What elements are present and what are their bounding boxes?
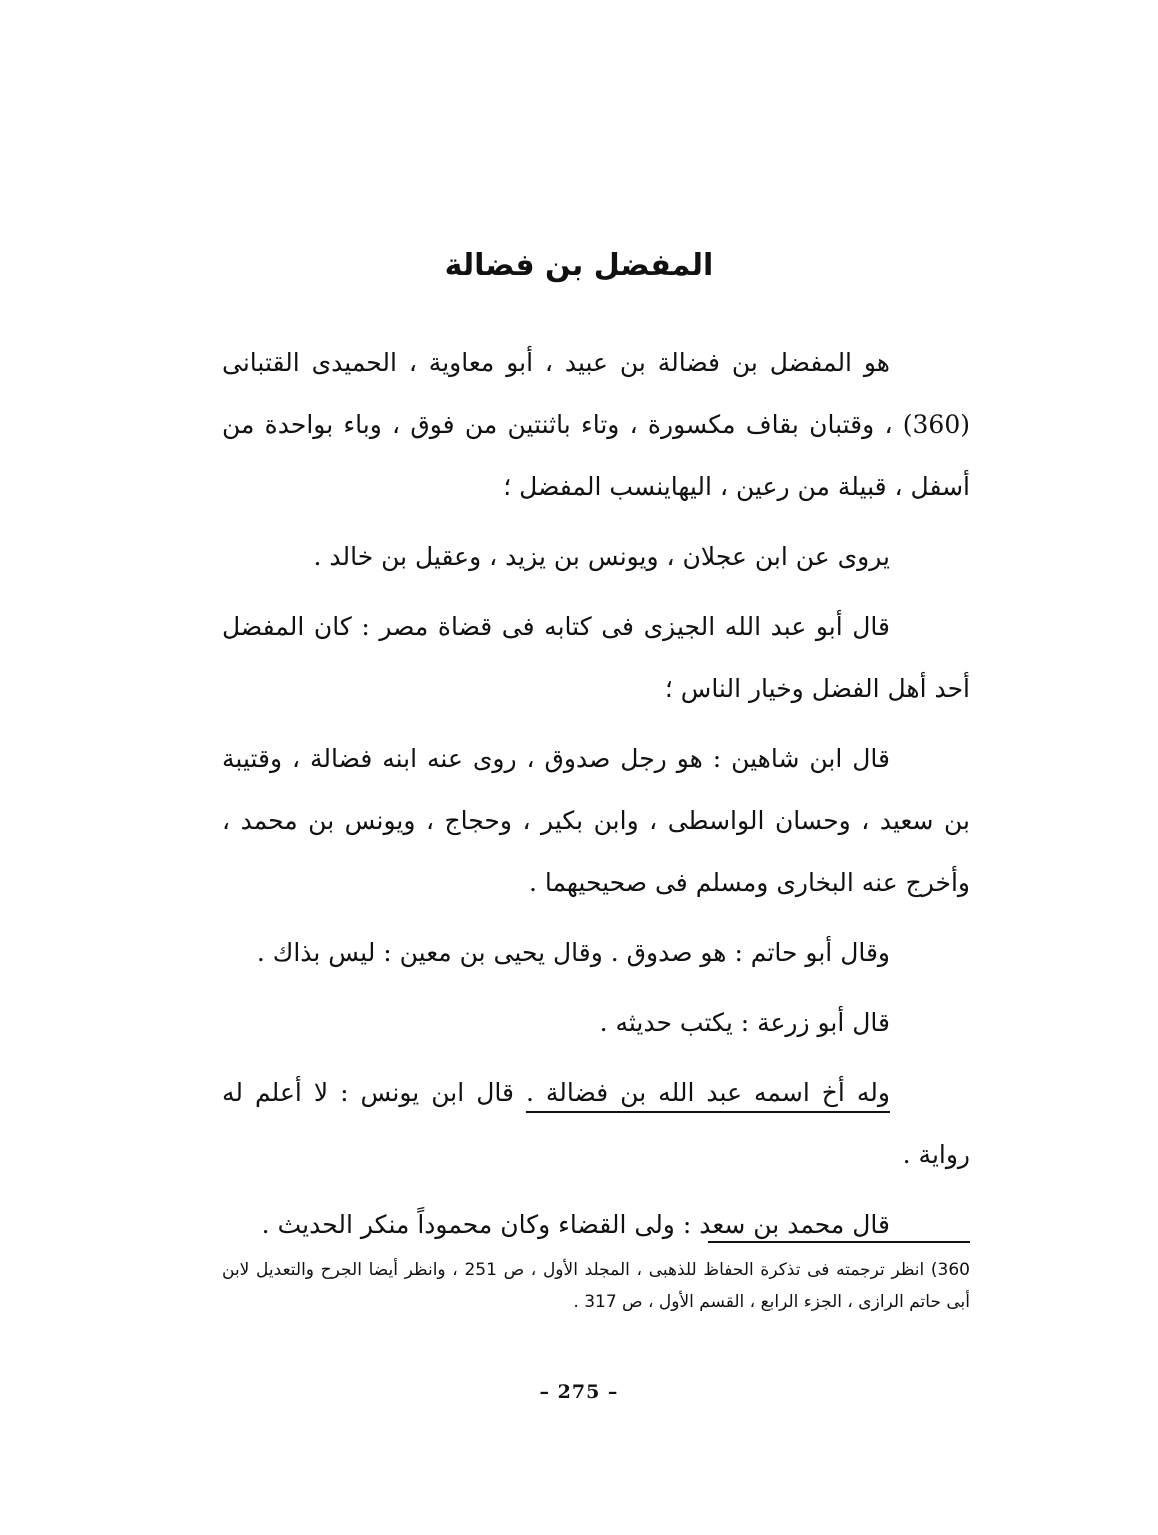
main-text — [222, 332, 970, 1264]
paragraph-ibn-shahin: قال ابن شاهين : هو رجل صدوق ، روى عنه ابنه فضالة ، وقتيبة بن سعيد ، وحسان الواسطى ، وابن بكير ، وحجاج ، ويونس بن محمد ، وأخرج عنه البخارى ومسلم فى صحيحيهما . — [222, 744, 970, 897]
paragraph-intro: هو المفضل بن فضالة بن عبيد ، أبو معاوية ، الحميدى القتبانى (360) ، وقتبان بقاف مكسورة ، وتاء باثنتين من فوق ، وباء بواحدة من أسفل ، قبيلة من رعين ، اليهاينسب المفضل ؛ — [222, 348, 970, 501]
underlined-phrase: وله أخ اسمه عبد الله بن فضالة . — [525, 1078, 890, 1107]
paragraph-ibn-saad: قال محمد بن سعد : ولى القضاء وكان محموداً منكر الحديث . — [261, 1210, 890, 1239]
page-title: المفضل بن فضالة — [444, 248, 714, 283]
paragraph-jizi: قال أبو عبد الله الجيزى فى كتابه فى قضاة مصر : كان المفضل أحد أهل الفضل وخيار الناس ؛ — [222, 612, 970, 703]
footnote-divider — [708, 1241, 970, 1243]
paragraph-brother — [222, 1062, 970, 1186]
paragraph-brother-rest: قال ابن يونس : لا أعلم له رواية . — [222, 1078, 970, 1169]
paragraph-abu-zura: قال أبو زرعة : يكتب حديثه . — [599, 1008, 890, 1037]
page-number: – 275 – — [539, 1381, 619, 1403]
footnote — [222, 1254, 970, 1318]
paragraph-narrators: يروى عن ابن عجلان ، ويونس بن يزيد ، وعقيل بن خالد . — [313, 542, 890, 571]
footnote-text: 360) انظر ترجمته فى تذكرة الحفاظ للذهبى ، المجلد الأول ، ص 251 ، وانظر أيضا الجرح والتعديل لابن أبى حاتم الرازى ، الجزء الرابع ، القسم الأول ، ص 317 . — [222, 1260, 970, 1312]
paragraph-abu-hatim: وقال أبو حاتم : هو صدوق . وقال يحيى بن معين : ليس بذاك . — [256, 938, 890, 967]
